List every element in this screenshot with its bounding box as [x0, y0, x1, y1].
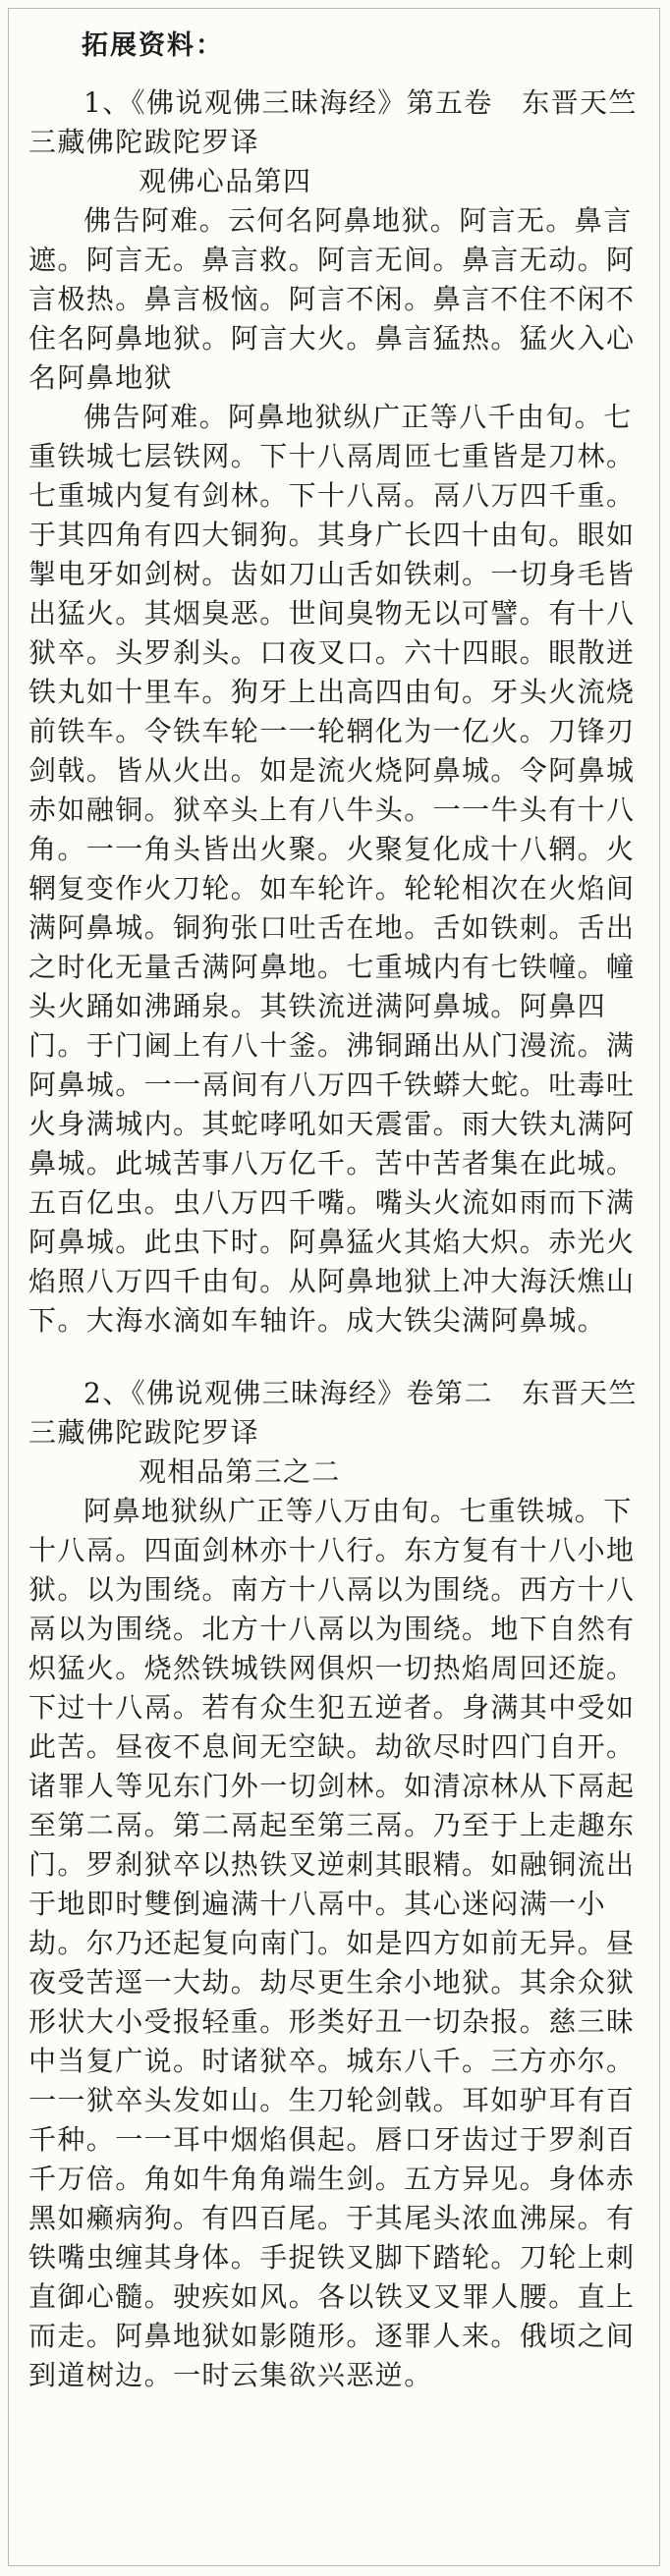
section-gap — [28, 1341, 649, 1374]
section-1-paragraph-2: 佛告阿难。阿鼻地狱纵广正等八千由旬。七重铁城七层铁网。下十八鬲周匝七重皆是刀林。七重城内复有剑林。下十八鬲。鬲八万四千重。于其四角有四大铜狗。其身广长四十由旬。眼如掣电牙如剑树。齿如刀山舌如铁刺。一切身毛皆出猛火。其烟臭恶。世间臭物无以可譬。有十八狱卒。头罗刹头。口夜叉口。六十四眼。眼散迸铁丸如十里车。狗牙上出高四由旬。牙头火流烧前铁车。令铁车轮一一轮辋化为一亿火。刀锋刃剑戟。皆从火出。如是流火烧阿鼻城。令阿鼻城赤如融铜。狱卒头上有八牛头。一一牛头有十八角。一一角头皆出火聚。火聚复化成十八辋。火辋复变作火刀轮。如车轮许。轮轮相次在火焰间满阿鼻城。铜狗张口吐舌在地。舌如铁刺。舌出之时化无量舌满阿鼻地。七重城内有七铁幢。幢头火踊如沸踊泉。其铁流迸满阿鼻城。阿鼻四门。于门阃上有八十釜。沸铜踊出从门漫流。满阿鼻城。一一鬲间有八万四千铁蟒大蛇。吐毒吐火身满城内。其蛇哮吼如天震雷。雨大铁丸满阿鼻城。此城苦事八万亿千。苦中苦者集在此城。五百亿虫。虫八万四千嘴。嘴头火流如雨而下满阿鼻城。此虫下时。阿鼻猛火其焰大炽。赤光火焰照八万四千由旬。从阿鼻地狱上冲大海沃燋山下。大海水滴如车轴许。成大铁尖满阿鼻城。 — [28, 401, 636, 1337]
section-1-subtitle: 观佛心品第四 — [139, 165, 312, 197]
section-2 — [28, 1374, 649, 2395]
section-1-title: 1、《佛说观佛三昧海经》第五卷 东晋天竺三藏佛陀跋陀罗译 — [28, 86, 638, 158]
section-2-title: 2、《佛说观佛三昧海经》卷第二 东晋天竺三藏佛陀跋陀罗译 — [28, 1377, 638, 1449]
section-1 — [28, 83, 649, 1341]
document-body — [28, 27, 649, 2395]
page-heading: 拓展资料： — [82, 30, 224, 61]
section-2-subtitle: 观相品第三之二 — [139, 1455, 341, 1488]
section-2-paragraph-1: 阿鼻地狱纵广正等八万由旬。七重铁城。下十八鬲。四面剑林亦十八行。东方复有十八小地狱。以为围绕。南方十八鬲以为围绕。西方十八鬲以为围绕。北方十八鬲以为围绕。地下自然有炽猛火。烧然铁城铁网俱炽一切热焰周回还旋。下过十八鬲。若有众生犯五逆者。身满其中受如此苦。昼夜不息间无空缺。劫欲尽时四门自开。诸罪人等见东门外一切剑林。如清凉林从下鬲起至第二鬲。第二鬲起至第三鬲。乃至于上走趣东门。罗刹狱卒以热铁叉逆刺其眼精。如融铜流出于地即时雙倒遍满十八鬲中。其心迷闷满一小劫。尔乃还起复向南门。如是四方如前无异。昼夜受苦逕一大劫。劫尽更生余小地狱。其余众狱形状大小受报轻重。形类好丑一切杂报。慈三昧中当复广说。时诸狱卒。城东八千。三方亦尔。一一狱卒头发如山。生刀轮剑戟。耳如驴耳有百千种。一一耳中烟焰俱起。唇口牙齿过于罗刹百千万倍。角如牛角角端生剑。五方异见。身体赤黑如癞病狗。有四百尾。于其尾头浓血沸屎。有铁嘴虫缠其身体。手捉铁叉脚下踏轮。刀轮上刺直御心髓。驶疾如风。各以铁叉叉罪人腰。直上而走。阿鼻地狱如影随形。逐罪人来。俄顷之间到道树边。一时云集欲兴恶逆。 — [28, 1495, 636, 2391]
page-frame — [8, 8, 660, 2566]
section-1-paragraph-1: 佛告阿难。云何名阿鼻地狱。阿言无。鼻言遮。阿言无。鼻言救。阿言无间。鼻言无动。阿言极热。鼻言极恼。阿言不闲。鼻言不住不闲不住名阿鼻地狱。阿言大火。鼻言猛热。猛火入心名阿鼻地狱 — [28, 204, 636, 394]
